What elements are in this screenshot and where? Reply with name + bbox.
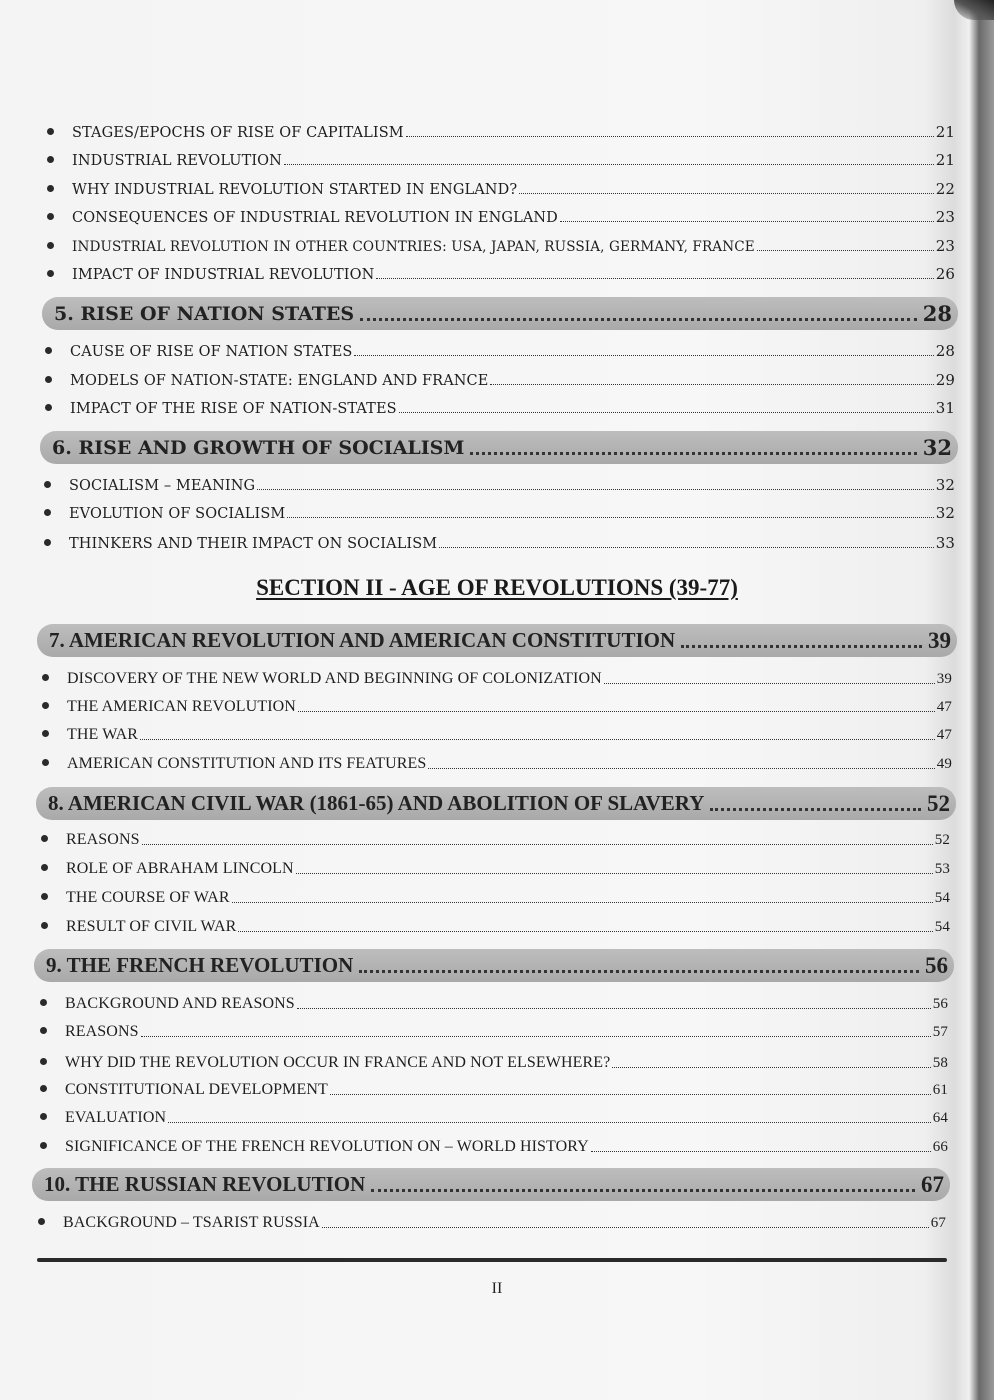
dot-leader	[612, 1064, 930, 1068]
chapter-title: 10. THE RUSSIAN REVOLUTION	[44, 1172, 366, 1196]
toc-entry[interactable]	[41, 831, 950, 849]
toc-entry[interactable]	[40, 995, 948, 1013]
chapter-page: 56	[925, 952, 948, 978]
page-corner-shadow	[954, 0, 994, 20]
section-heading: SECTION II - AGE OF REVOLUTIONS (39-77)	[256, 575, 738, 600]
chapter-page: 39	[928, 627, 951, 653]
toc-entry-label: THE AMERICAN REVOLUTION	[67, 698, 296, 715]
toc-entry-label: INDUSTRIAL REVOLUTION IN OTHER COUNTRIES: USA, JAPAN, RUSSIA, GERMANY, FRANCE	[72, 239, 755, 255]
dot-leader	[168, 1119, 931, 1123]
toc-entry[interactable]	[47, 123, 955, 141]
toc-entry-page: 31	[935, 399, 955, 417]
toc-entry-label: THE COURSE OF WAR	[66, 889, 230, 906]
dot-leader	[519, 190, 934, 194]
toc-entry-page: 64	[932, 1110, 948, 1126]
footer-rule	[37, 1258, 947, 1262]
bullet-icon	[45, 404, 52, 411]
chapter-page: 28	[922, 301, 952, 326]
bullet-icon	[40, 1085, 47, 1092]
bullet-icon	[38, 1218, 45, 1225]
bullet-icon	[41, 922, 48, 929]
toc-entry-label: INDUSTRIAL REVOLUTION	[72, 153, 282, 169]
bullet-icon	[47, 185, 54, 192]
toc-entry-label: BACKGROUND AND REASONS	[65, 995, 295, 1012]
dot-leader	[330, 1091, 931, 1095]
chapter-heading[interactable]	[42, 297, 958, 330]
bullet-icon	[40, 1058, 47, 1065]
toc-entry-page: 26	[935, 265, 955, 283]
toc-entry-label: BACKGROUND – TSARIST RUSSIA	[63, 1214, 320, 1231]
toc-entry[interactable]	[41, 860, 950, 878]
bullet-icon	[41, 835, 48, 842]
bullet-icon	[42, 730, 49, 737]
dot-leader	[376, 275, 933, 279]
toc-entry[interactable]	[45, 371, 955, 389]
bullet-icon	[42, 674, 49, 681]
toc-entry-page: 39	[936, 671, 952, 687]
toc-entry-label: STAGES/EPOCHS OF RISE OF CAPITALISM	[72, 125, 404, 141]
dot-leader	[681, 644, 922, 648]
dot-leader	[232, 899, 933, 903]
toc-entry-label: CONSEQUENCES OF INDUSTRIAL REVOLUTION IN ENGLAND	[72, 210, 558, 226]
toc-entry-page: 67	[930, 1215, 946, 1231]
toc-entry-label: THE WAR	[67, 726, 139, 743]
dot-leader	[604, 680, 935, 684]
chapter-title: 7. AMERICAN REVOLUTION AND AMERICAN CONSTITUTION	[49, 628, 676, 652]
toc-entry-page: 22	[935, 180, 955, 198]
bullet-icon	[40, 1142, 47, 1149]
bullet-icon	[45, 376, 52, 383]
bullet-icon	[40, 1113, 47, 1120]
chapter-heading[interactable]	[40, 431, 958, 464]
toc-entry-page: 49	[936, 756, 952, 772]
chapter-title: 5. RISE OF NATION STATES	[54, 302, 355, 325]
toc-entry-label: EVOLUTION OF SOCIALISM	[69, 506, 286, 522]
toc-entry-page: 23	[935, 237, 955, 255]
toc-entry[interactable]	[40, 1138, 948, 1156]
dot-leader	[297, 1005, 931, 1009]
toc-entry[interactable]	[44, 476, 955, 494]
toc-entry[interactable]	[38, 1214, 946, 1232]
toc-entry-label: ROLE OF ABRAHAM LINCOLN	[66, 860, 294, 877]
toc-entry-page: 54	[934, 890, 950, 906]
toc-entry-page: 47	[936, 727, 952, 743]
dot-leader	[490, 381, 933, 385]
chapter-heading[interactable]	[36, 787, 956, 820]
toc-entry-page: 47	[936, 699, 952, 715]
toc-entry-page: 33	[935, 534, 955, 552]
dot-leader	[591, 1148, 931, 1152]
toc-entry[interactable]	[40, 1109, 948, 1127]
toc-entry-label: SIGNIFICANCE OF THE FRENCH REVOLUTION ON – WORLD HISTORY	[65, 1138, 589, 1155]
bullet-icon	[44, 539, 51, 546]
toc-entry[interactable]	[40, 1054, 948, 1072]
bullet-icon	[42, 759, 49, 766]
dot-leader	[142, 841, 933, 845]
toc-entry[interactable]	[40, 1023, 948, 1041]
toc-entry-page: 21	[935, 151, 955, 169]
toc-entry-page: 32	[935, 476, 955, 494]
toc-entry-label: EVALUATION	[65, 1109, 167, 1126]
toc-entry[interactable]	[42, 670, 952, 688]
toc-entry[interactable]	[44, 504, 955, 522]
toc-entry-page: 57	[932, 1024, 948, 1040]
bullet-icon	[44, 481, 51, 488]
toc-entry[interactable]	[42, 698, 952, 716]
toc-entry-label: WHY DID THE REVOLUTION OCCUR IN FRANCE AND NOT ELSEWHERE?	[65, 1054, 611, 1071]
toc-entry-page: 61	[932, 1082, 948, 1098]
dot-leader	[296, 870, 933, 874]
toc-entry-label: MODELS OF NATION-STATE: ENGLAND AND FRANCE	[70, 373, 489, 389]
dot-leader	[371, 1188, 915, 1192]
toc-entry-page: 29	[935, 371, 955, 389]
dot-leader	[439, 544, 933, 548]
chapter-title: 8. AMERICAN CIVIL WAR (1861-65) AND ABOLITION OF SLAVERY	[48, 791, 705, 815]
toc-entry-page: 21	[935, 123, 955, 141]
toc-entry-label: IMPACT OF INDUSTRIAL REVOLUTION	[72, 267, 375, 283]
dot-leader	[359, 969, 919, 973]
bullet-icon	[47, 156, 54, 163]
chapter-title: 6. RISE AND GROWTH OF SOCIALISM	[52, 436, 465, 459]
dot-leader	[757, 247, 934, 251]
toc-entry-label: SOCIALISM – MEANING	[69, 478, 256, 494]
bullet-icon	[44, 509, 51, 516]
toc-entry[interactable]	[44, 534, 955, 552]
chapter-page: 67	[921, 1171, 944, 1197]
toc-entry-label: REASONS	[65, 1023, 139, 1040]
bullet-icon	[47, 242, 54, 249]
toc-entry-label: DISCOVERY OF THE NEW WORLD AND BEGINNING OF COLONIZATION	[67, 670, 602, 687]
toc-entry-label: AMERICAN CONSTITUTION AND ITS FEATURES	[67, 755, 427, 772]
toc-entry[interactable]	[42, 726, 952, 744]
toc-entry-label: IMPACT OF THE RISE OF NATION-STATES	[70, 401, 397, 417]
dot-leader	[298, 708, 935, 712]
bullet-icon	[41, 864, 48, 871]
bullet-icon	[40, 1027, 47, 1034]
page-number: II	[491, 1280, 503, 1297]
dot-leader	[710, 807, 921, 811]
bullet-icon	[45, 347, 52, 354]
toc-entry[interactable]	[47, 208, 955, 226]
toc-entry-label: REASONS	[66, 831, 140, 848]
toc-entry-page: 56	[932, 996, 948, 1012]
bullet-icon	[41, 893, 48, 900]
dot-leader	[560, 218, 934, 222]
toc-entry[interactable]	[41, 889, 950, 907]
toc-entry-page: 53	[934, 861, 950, 877]
toc-entry[interactable]	[45, 342, 955, 360]
toc-entry[interactable]	[47, 237, 955, 255]
toc-entry-page: 52	[934, 832, 950, 848]
toc-entry-page: 66	[932, 1139, 948, 1155]
toc-entry-label: RESULT OF CIVIL WAR	[66, 918, 237, 935]
dot-leader	[322, 1224, 929, 1228]
dot-leader	[140, 736, 935, 740]
toc-entry[interactable]	[41, 918, 950, 936]
chapter-page: 52	[927, 790, 950, 816]
toc-entry-label: WHY INDUSTRIAL REVOLUTION STARTED IN ENGLAND?	[72, 182, 518, 198]
dot-leader	[428, 765, 934, 769]
dot-leader	[399, 409, 934, 413]
dot-leader	[257, 486, 933, 490]
toc-entry[interactable]	[45, 399, 955, 417]
bullet-icon	[42, 702, 49, 709]
toc-entry-label: THINKERS AND THEIR IMPACT ON SOCIALISM	[69, 536, 438, 552]
dot-leader	[238, 928, 932, 932]
chapter-heading[interactable]	[37, 624, 957, 657]
toc-entry[interactable]	[40, 1081, 948, 1099]
toc-entry-label: CONSTITUTIONAL DEVELOPMENT	[65, 1081, 328, 1098]
toc-entry-page: 32	[935, 504, 955, 522]
chapter-page: 32	[922, 435, 952, 460]
toc-entry-label: CAUSE OF RISE OF NATION STATES	[70, 344, 353, 360]
bullet-icon	[47, 213, 54, 220]
toc-entry[interactable]	[47, 265, 955, 283]
dot-leader	[141, 1033, 931, 1037]
toc-entry-page: 28	[935, 342, 955, 360]
dot-leader	[354, 352, 933, 356]
bullet-icon	[47, 128, 54, 135]
dot-leader	[406, 133, 934, 137]
toc-entry[interactable]	[47, 180, 955, 198]
dot-leader	[360, 317, 917, 321]
toc-entry-page: 54	[934, 919, 950, 935]
chapter-heading[interactable]	[32, 1168, 950, 1201]
dot-leader	[470, 451, 916, 455]
chapter-title: 9. THE FRENCH REVOLUTION	[46, 953, 354, 977]
dot-leader	[287, 514, 933, 518]
toc-entry[interactable]	[42, 755, 952, 773]
bullet-icon	[47, 270, 54, 277]
chapter-heading[interactable]	[34, 949, 954, 982]
toc-entry-page: 58	[932, 1055, 948, 1071]
dot-leader	[284, 161, 934, 165]
toc-entry[interactable]	[47, 151, 955, 169]
toc-entry-page: 23	[935, 208, 955, 226]
bullet-icon	[40, 999, 47, 1006]
